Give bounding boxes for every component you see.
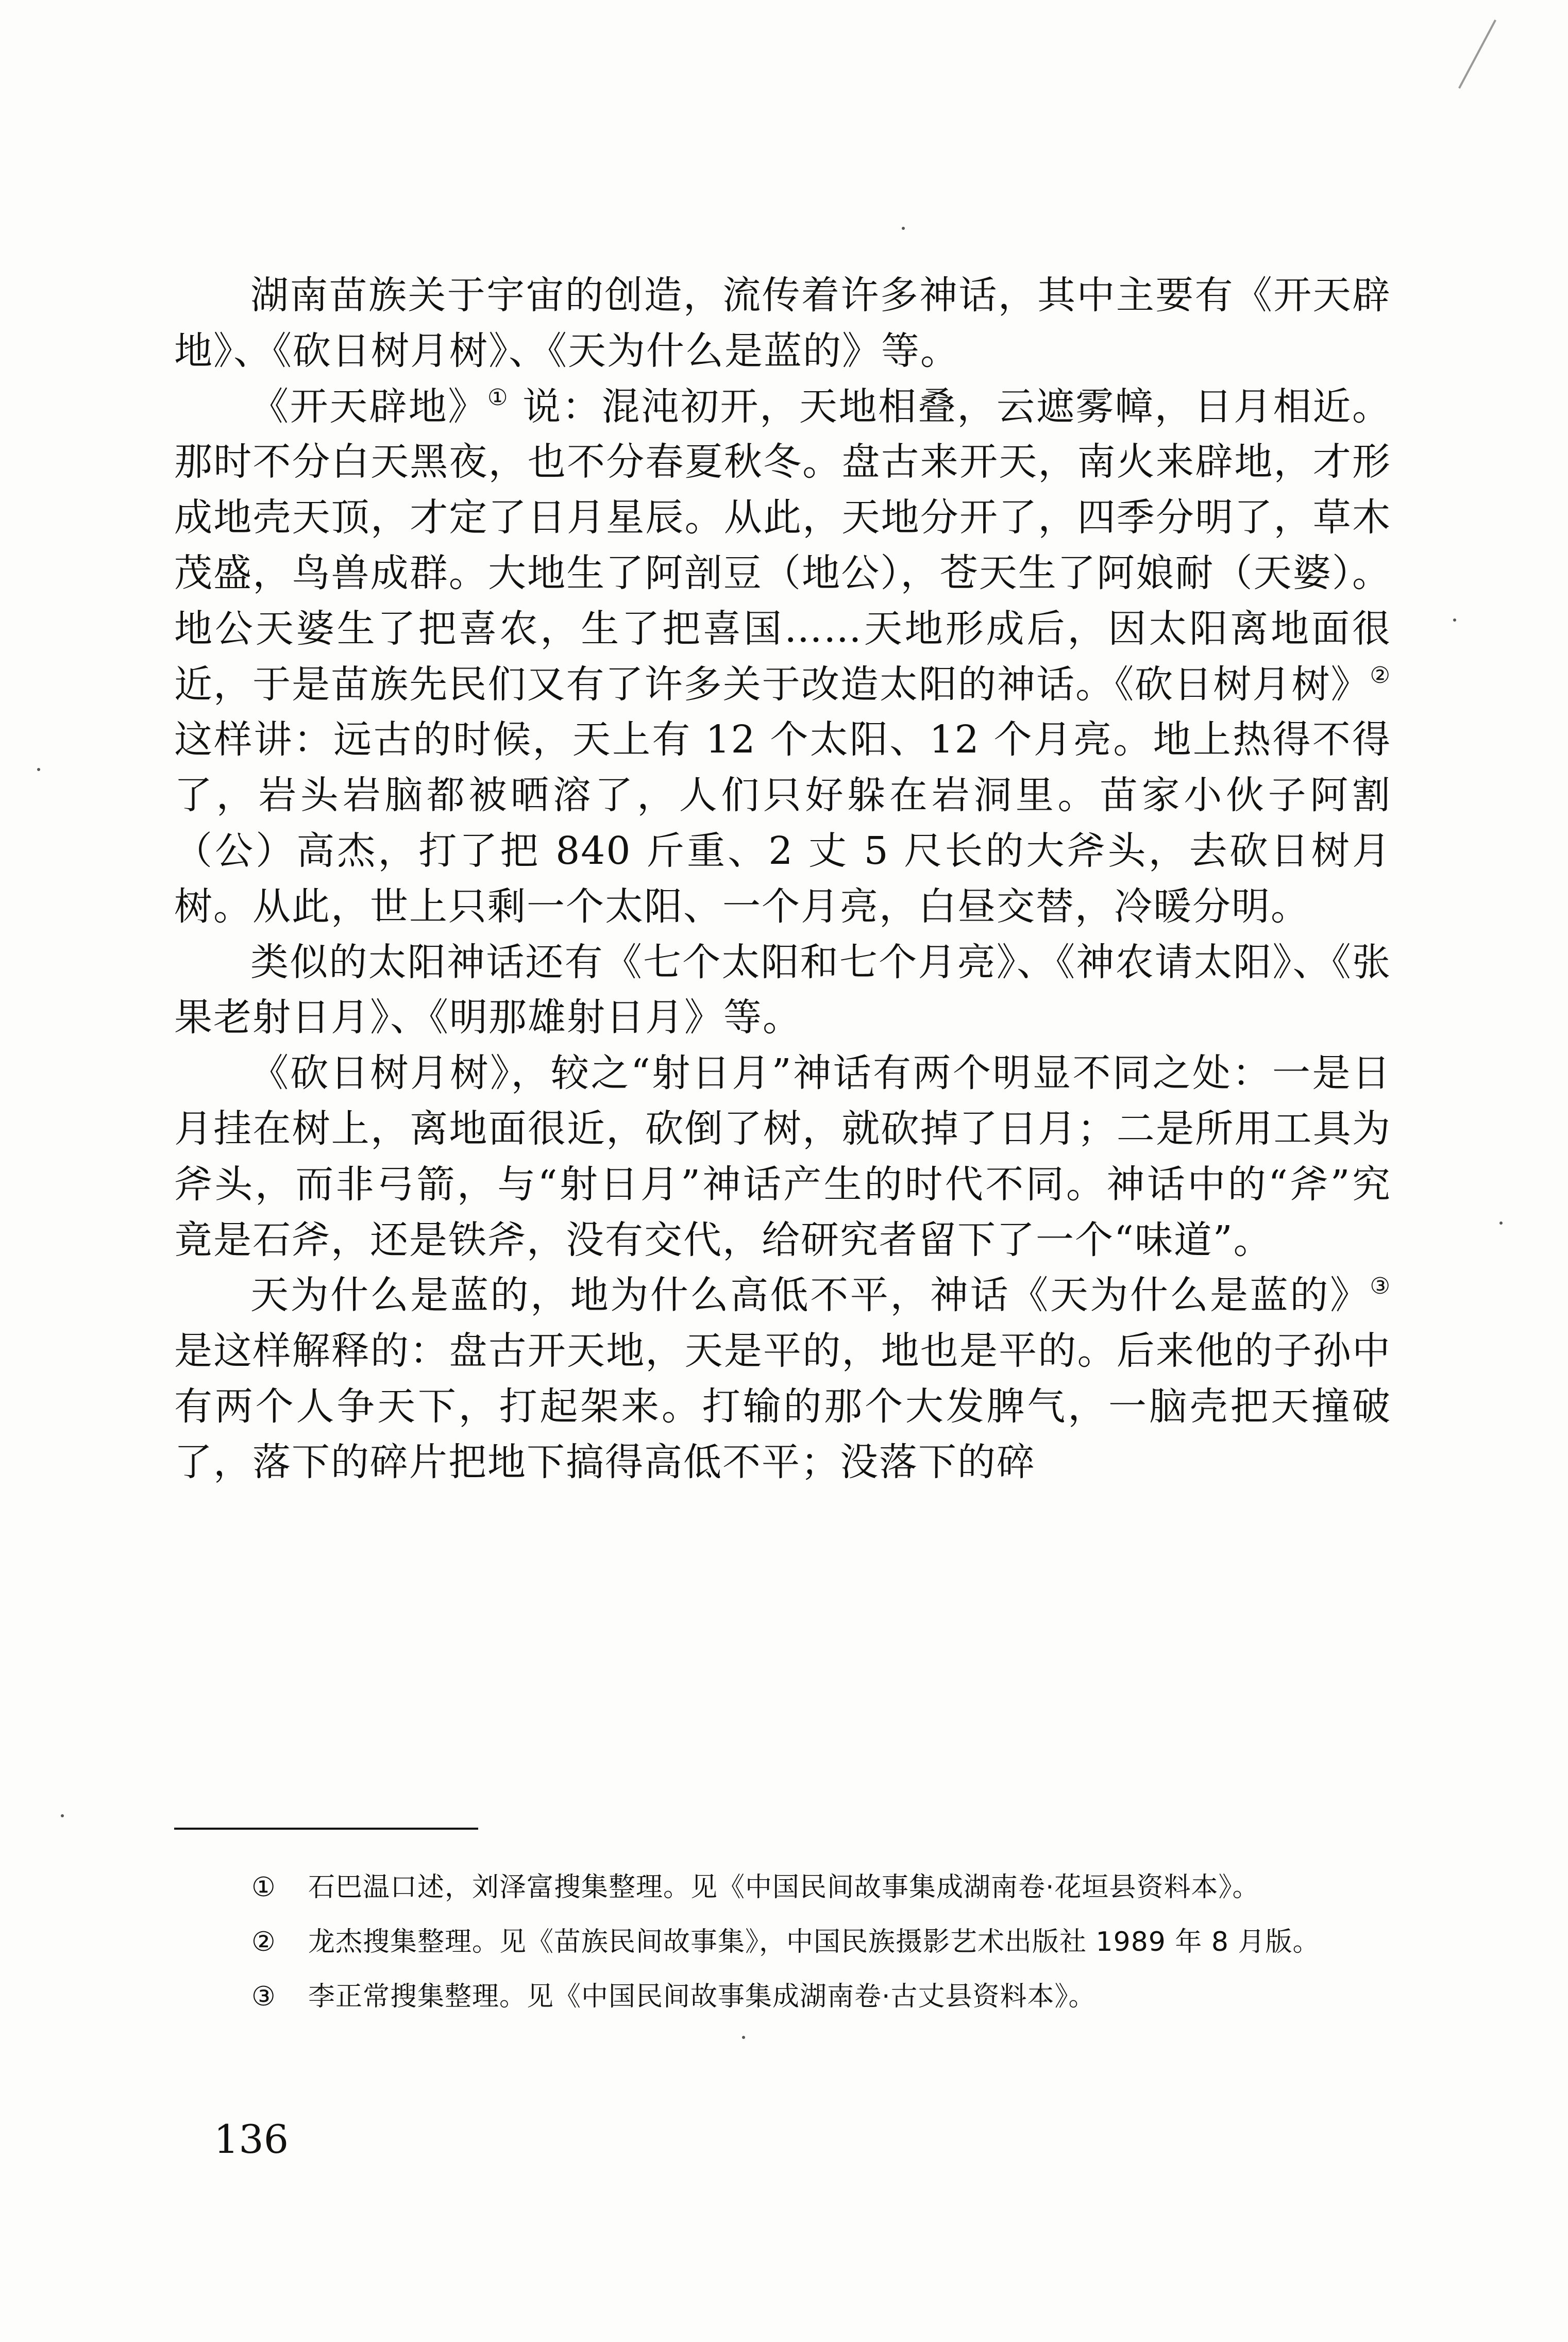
footnote-2-text: 龙杰搜集整理。见《苗族民间故事集》，中国民族摄影艺术出版社 1989 年 8 月版。 xyxy=(308,1927,1320,1958)
scan-speck xyxy=(61,1814,64,1817)
footnote-2 xyxy=(174,1919,1391,1965)
paragraph-4-text: 《砍日树月树》，较之“射日月”神话有两个明显不同之处：一是日月挂在树上，离地面很近，砍倒了树，就砍掉了日月；二是所用工具为斧头，而非弓箭，与“射日月”神话产生的时代不同。神话中的“斧”究竟是石斧，还是铁斧，没有交代，给研究者留下了一个“味道”。 xyxy=(174,1051,1391,1262)
paragraph-2 xyxy=(174,379,1391,935)
paragraph-1-text: 湖南苗族关于宇宙的创造，流传着许多神话，其中主要有《开天辟地》、《砍日树月树》、《天为什么是蓝的》等。 xyxy=(174,273,1391,373)
footnote-ref-3[interactable]: ③ xyxy=(1370,1273,1391,1300)
scan-speck xyxy=(1499,1222,1503,1225)
footnote-3-text: 李正常搜集整理。见《中国民间故事集成湖南卷·古丈县资料本》。 xyxy=(308,1981,1096,2012)
paragraph-3 xyxy=(174,935,1391,1046)
scan-speck xyxy=(1453,618,1456,622)
paragraph-5-text-a: 天为什么是蓝的，地为什么高低不平，神话《天为什么是蓝的》 xyxy=(250,1273,1370,1318)
footnote-1-marker: ① xyxy=(251,1872,276,1903)
paragraph-2-text-b: 说：混沌初开，天地相叠，云遮雾幛，日月相近。那时不分白天黑夜，也不分春夏秋冬。盘古来开天，南火来辟地，才形成地壳天顶，才定了日月星辰。从此，天地分开了，四季分明了，草木茂盛，鸟兽成群。大地生了阿剖豆（地公），苍天生了阿娘耐（天婆）。地公天婆生了把喜农，生了把喜国……天地形成后，因太阳离地面很近，于是苗族先民们又有了许多关于改造太阳的神话。《砍日树月树》 xyxy=(174,384,1391,707)
scan-speck xyxy=(37,768,40,771)
footnote-ref-2[interactable]: ② xyxy=(1370,662,1391,689)
footnote-divider xyxy=(174,1828,478,1830)
scan-speck xyxy=(902,227,905,230)
footnote-1 xyxy=(174,1865,1391,1910)
footnote-3 xyxy=(174,1974,1391,2019)
paragraph-1 xyxy=(174,268,1391,379)
footnote-3-marker: ③ xyxy=(251,1981,276,2012)
scan-scratch-mark xyxy=(1458,20,1496,89)
scan-speck xyxy=(742,2036,745,2039)
paragraph-2-text-a: 《开天辟地》 xyxy=(250,384,487,429)
paragraph-4 xyxy=(174,1046,1391,1268)
footnote-2-marker: ② xyxy=(251,1927,276,1958)
paragraph-2-text-c: 这样讲：远古的时候，天上有 12 个太阳、12 个月亮。地上热得不得了，岩头岩脑都被晒溶了，人们只好躲在岩洞里。苗家小伙子阿割（公）高杰，打了把 840 斤重、2 丈 5 尺长的大斧头，去砍日树月树。从此，世上只剩一个太阳、一个月亮，白昼交替，冷暖分明。 xyxy=(174,717,1391,929)
footnote-ref-1[interactable]: ① xyxy=(487,384,510,411)
paragraph-3-text: 类似的太阳神话还有《七个太阳和七个月亮》、《神农请太阳》、《张果老射日月》、《明那雄射日月》等。 xyxy=(174,940,1391,1040)
page-number: 136 xyxy=(214,2116,289,2162)
footnotes xyxy=(174,1865,1391,2029)
paragraph-5-text-b: 是这样解释的：盘古开天地，天是平的，地也是平的。后来他的子孙中有两个人争天下，打起架来。打输的那个大发脾气，一脑壳把天撞破了，落下的碎片把地下搞得高低不平；没落下的碎 xyxy=(174,1329,1391,1484)
paragraph-5 xyxy=(174,1268,1391,1490)
body-text xyxy=(174,268,1391,1491)
footnote-1-text: 石巴温口述，刘泽富搜集整理。见《中国民间故事集成湖南卷·花垣县资料本》。 xyxy=(308,1872,1260,1903)
